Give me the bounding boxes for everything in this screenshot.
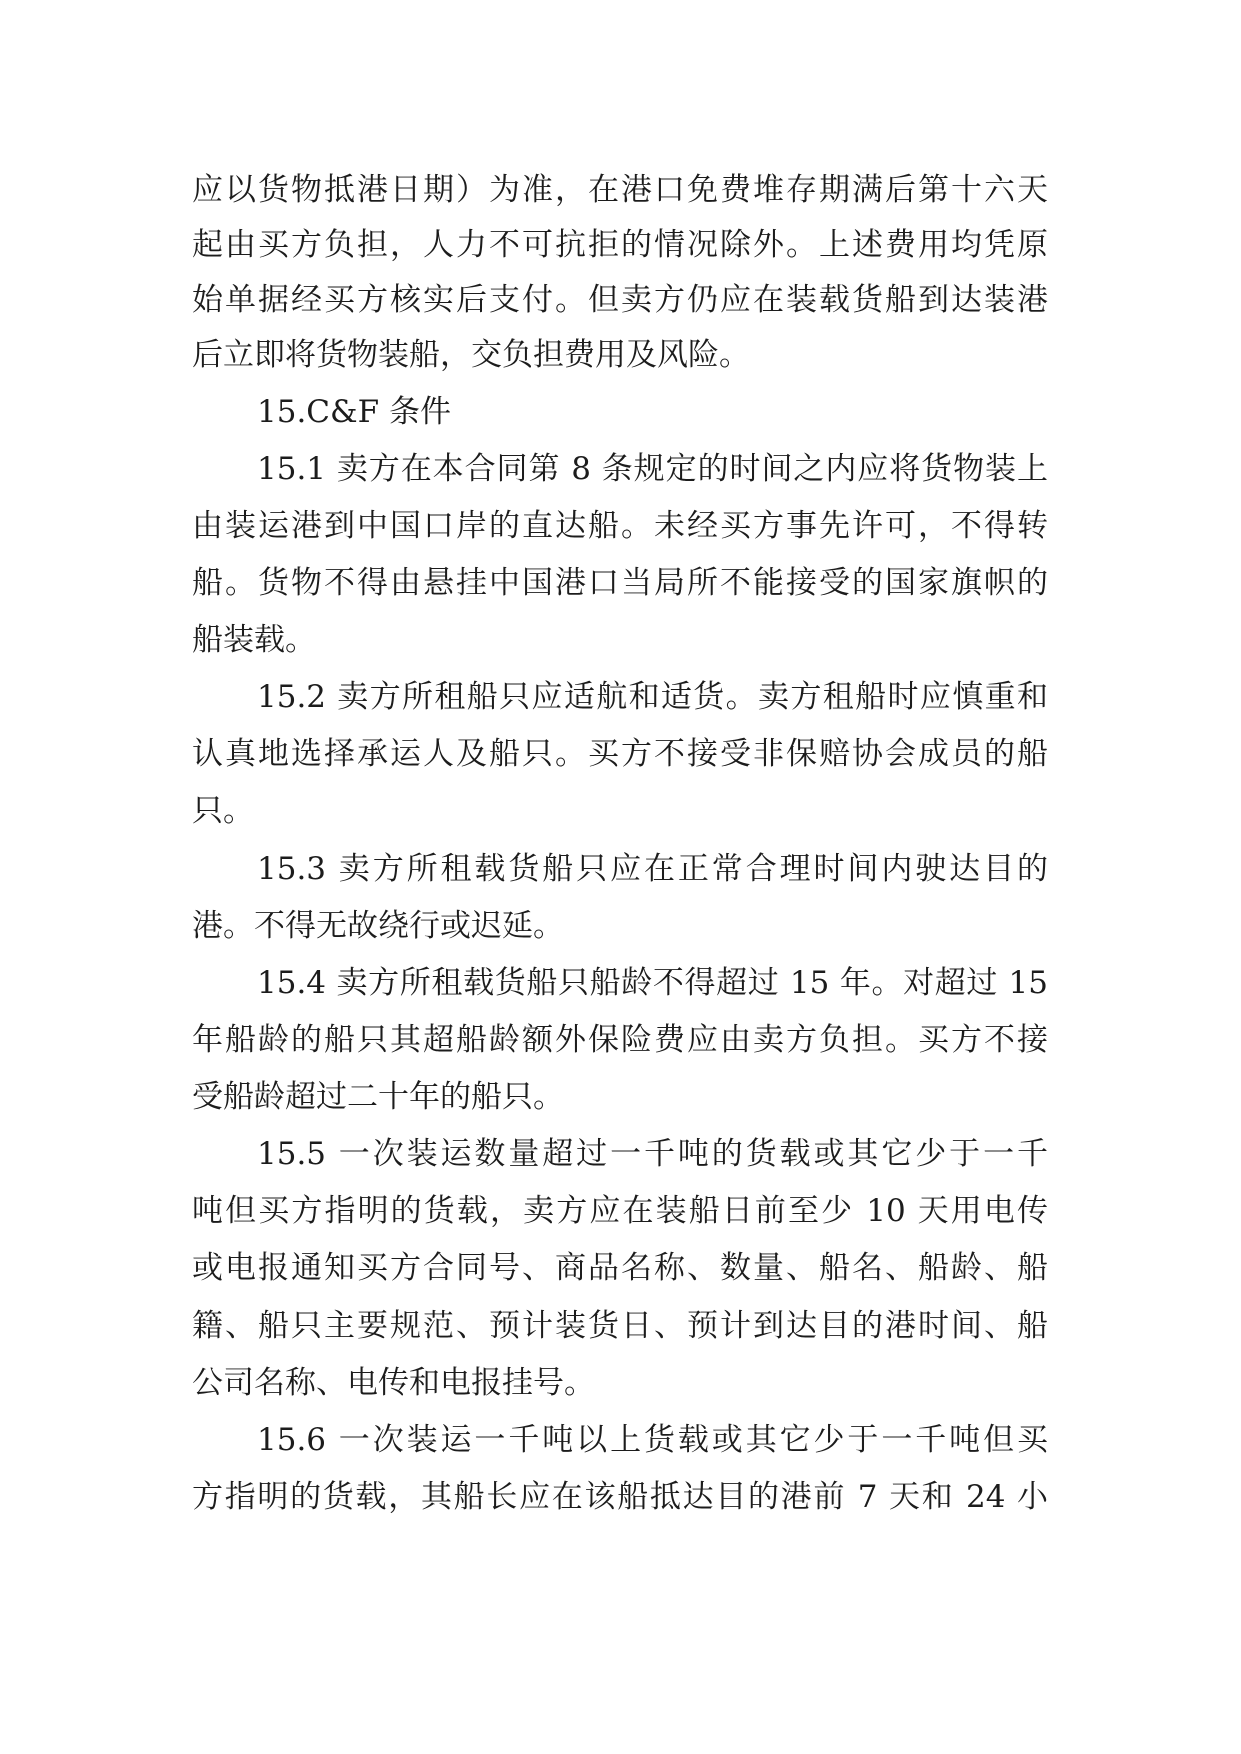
text-line: 起由买方负担，人力不可抗拒的情况除外。上述费用均凭原 [192,227,1048,263]
section-heading: 15.C&F 条件 [257,394,451,430]
clause-15-2: 15.2 卖方所租船只应适航和适货。卖方租船时应慎重和 [257,679,1048,715]
text-line: 受船龄超过二十年的船只。 [192,1079,564,1115]
text-line: 或电报通知买方合同号、商品名称、数量、船名、船龄、船 [192,1250,1048,1286]
clause-15-3: 15.3 卖方所租载货船只应在正常合理时间内驶达目的 [257,851,1048,887]
text-line: 由装运港到中国口岸的直达船。未经买方事先许可，不得转 [192,508,1048,544]
text-line: 籍、船只主要规范、预计装货日、预计到达目的港时间、船 [192,1308,1048,1344]
clause-15-4: 15.4 卖方所租载货船只船龄不得超过 15 年。对超过 15 [257,965,1048,1001]
text-line: 公司名称、电传和电报挂号。 [192,1365,595,1401]
text-line: 方指明的货载，其船长应在该船抵达目的港前 7 天和 24 小 [192,1479,1048,1515]
text-line: 船装载。 [192,622,316,658]
clause-15-5: 15.5 一次装运数量超过一千吨的货载或其它少于一千 [257,1136,1048,1172]
text-line: 后立即将货物装船，交负担费用及风险。 [192,337,750,373]
text-line: 船。货物不得由悬挂中国港口当局所不能接受的国家旗帜的 [192,565,1048,601]
text-line: 只。 [192,793,254,829]
text-line: 始单据经买方核实后支付。但卖方仍应在装载货船到达装港 [192,282,1048,318]
text-line: 认真地选择承运人及船只。买方不接受非保赔协会成员的船 [192,736,1048,772]
clause-15-1: 15.1 卖方在本合同第 8 条规定的时间之内应将货物装上 [257,451,1048,487]
clause-15-6: 15.6 一次装运一千吨以上货载或其它少于一千吨但买 [257,1422,1048,1458]
text-line: 年船龄的船只其超船龄额外保险费应由卖方负担。买方不接 [192,1022,1048,1058]
text-line: 应以货物抵港日期）为准，在港口免费堆存期满后第十六天 [192,172,1048,208]
text-line: 吨但买方指明的货载，卖方应在装船日前至少 10 天用电传 [192,1193,1048,1229]
text-line: 港。不得无故绕行或迟延。 [192,908,564,944]
